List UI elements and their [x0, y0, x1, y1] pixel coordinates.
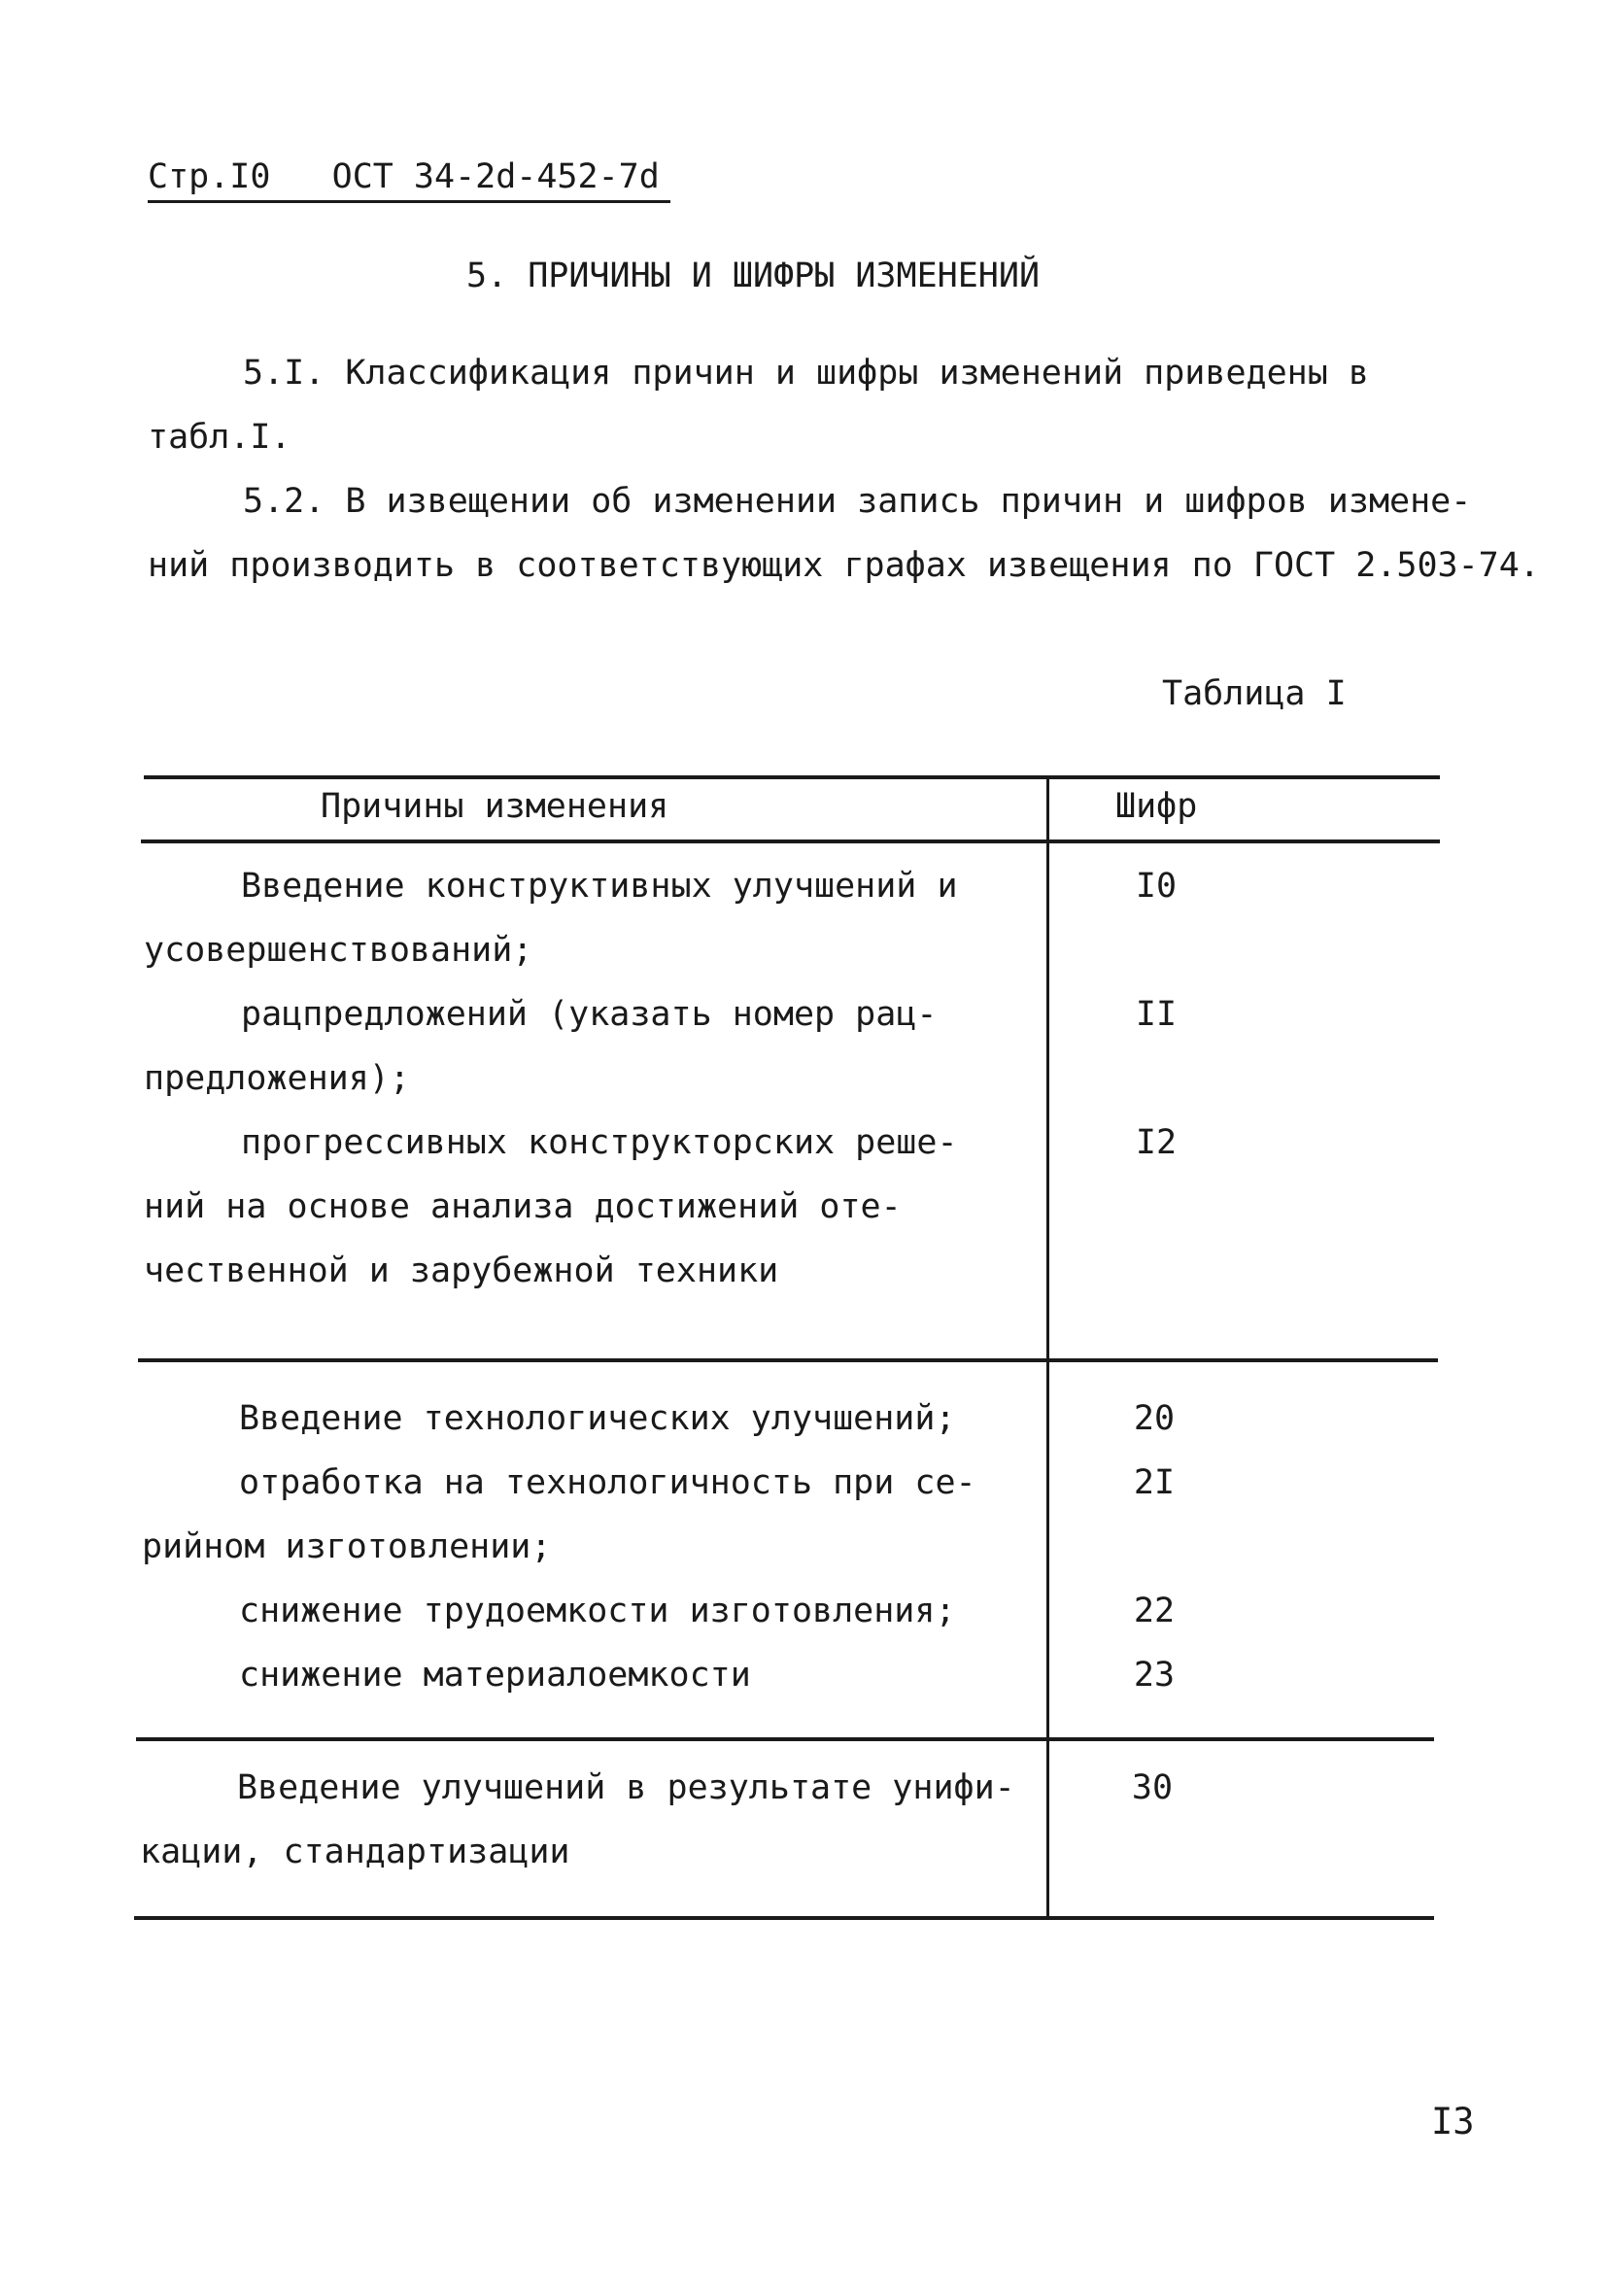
reason-text: кации, стандартизации [140, 1833, 570, 1871]
table-group-1-rule [138, 1358, 1438, 1362]
reason-text: предложения); [144, 1059, 410, 1098]
code-value: 30 [1131, 1768, 1174, 1807]
reason-text: отработка на технологичность при се- [239, 1463, 976, 1502]
document-header: Стр.I0 ОСТ 34-2d-452-7d [148, 157, 660, 196]
table-top-rule [144, 775, 1440, 779]
reason-text: Введение технологических улучшений; [239, 1399, 956, 1438]
header-underline [148, 200, 670, 203]
table-bottom-rule [134, 1916, 1434, 1920]
code-value: I0 [1135, 867, 1178, 906]
paragraph-5-1-line-2: табл.I. [148, 418, 291, 457]
code-value: I2 [1135, 1123, 1178, 1162]
reason-text: снижение трудоемкости изготовления; [239, 1592, 956, 1630]
code-value: II [1135, 995, 1178, 1034]
table-group-2-rule [136, 1737, 1434, 1741]
reason-text: рацпредложений (указать номер рац- [241, 995, 938, 1034]
code-value: 2I [1133, 1463, 1176, 1502]
table-header-code: Шифр [1115, 787, 1198, 826]
reason-text: чественной и зарубежной техники [144, 1251, 779, 1290]
code-value: 20 [1133, 1399, 1176, 1438]
reason-text: ний на основе анализа достижений оте- [144, 1187, 902, 1226]
section-title: 5. ПРИЧИНЫ И ШИФРЫ ИЗМЕНЕНИЙ [466, 257, 1041, 295]
reason-text: прогрессивных конструкторских реше- [241, 1123, 958, 1162]
table-header-reason: Причины изменения [321, 787, 669, 826]
reason-text: Введение конструктивных улучшений и [241, 867, 958, 906]
paragraph-5-2-line-2: ний производить в соответствующих графах извещения по ГОСТ 2.503-74. [148, 546, 1540, 585]
reason-text: усовершенствований; [144, 931, 533, 970]
paragraph-5-1-line-1: 5.I. Классификация причин и шифры изменений приведены в [243, 354, 1369, 393]
table-column-divider [1046, 777, 1049, 1918]
code-value: 22 [1133, 1592, 1176, 1630]
code-value: 23 [1133, 1656, 1176, 1695]
table-label: Таблица I [1162, 674, 1347, 713]
paragraph-5-2-line-1: 5.2. В извещении об изменении запись причин и шифров измене- [243, 482, 1472, 521]
page-number: I3 [1431, 2101, 1475, 2142]
table-header-rule [141, 840, 1440, 843]
reason-text: рийном изготовлении; [142, 1527, 552, 1566]
reason-text: Введение улучшений в результате унифи- [237, 1768, 1015, 1807]
reason-text: снижение материалоемкости [239, 1656, 751, 1695]
